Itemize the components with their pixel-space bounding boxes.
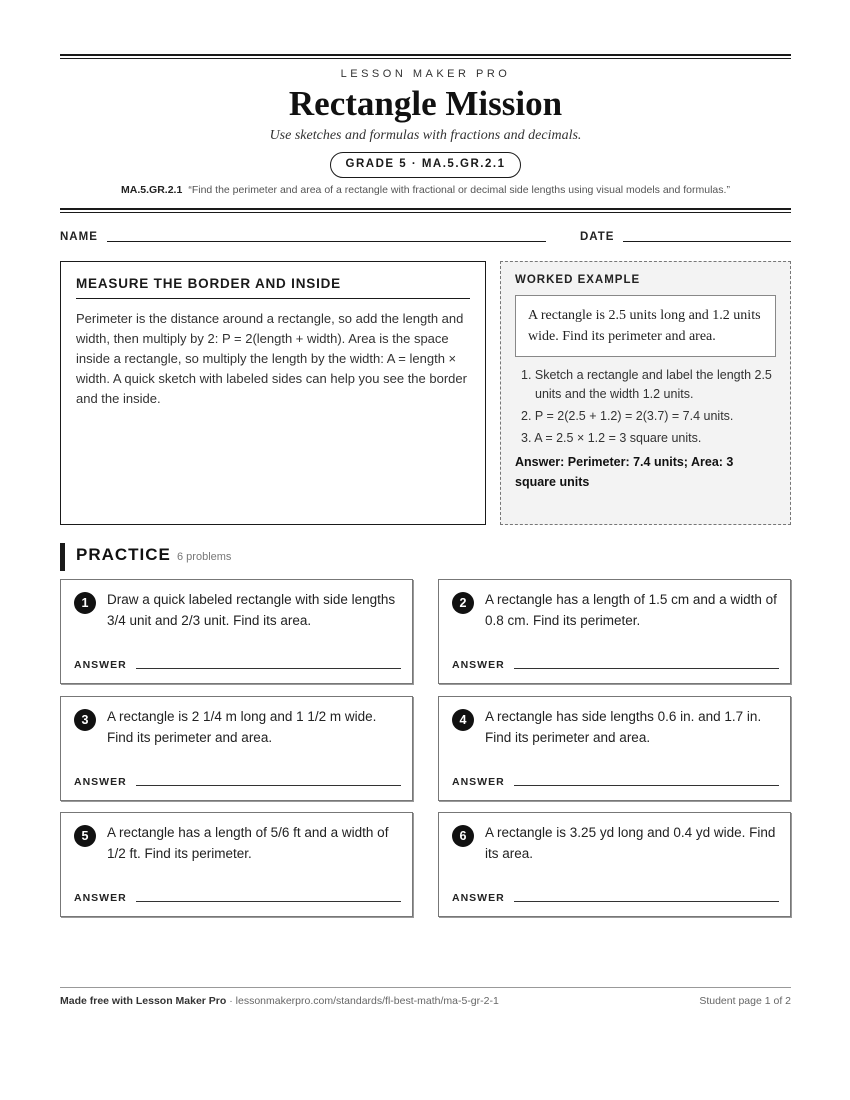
concept-box [60,261,486,525]
problem-text: A rectangle has side lengths 0.6 in. and 1.7 in. Find its perimeter and area. [485,709,762,745]
worksheet-subtitle: Use sketches and formulas with fractions and decimals. [269,128,582,143]
worked-example-box [500,261,791,525]
answer-label: ANSWER [452,892,505,904]
answer-label: ANSWER [74,776,127,788]
grade-badge: GRADE 5 · MA.5.GR.2.1 [330,152,521,178]
worked-example-problem: A rectangle is 2.5 units long and 1.2 units wide. Find its perimeter and area. [515,295,776,357]
concept-body: Perimeter is the distance around a rectangle, so add the length and width, then multiply by 2: P = 2(length + width). Area is the space inside a rectangle, so multiply the length by the width: A = length × width. A quick sketch with labeled sides can help you see the border and the inside. [76,311,467,406]
answer-label: ANSWER [452,776,505,788]
problem-text: A rectangle has a length of 5/6 ft and a width of 1/2 ft. Find its perimeter. [107,825,389,861]
problem-card-6 [438,812,791,917]
date-field[interactable] [623,241,791,242]
answer-field[interactable] [136,668,401,669]
problem-text: A rectangle has a length of 1.5 cm and a width of 0.8 cm. Find its perimeter. [485,592,777,628]
standard-code: MA.5.GR.2.1 [121,184,183,196]
footer-credit [60,995,499,1007]
standard-description [60,184,791,196]
footer-page-number: Student page 1 of 2 [699,995,791,1007]
standard-text: “Find the perimeter and area of a rectangle with fractional or decimal side lengths using visual models and formulas.” [188,184,730,196]
worked-example-steps [515,366,776,448]
problem-number: 5 [74,825,96,847]
problem-text: Draw a quick labeled rectangle with side lengths 3/4 unit and 2/3 unit. Find its area. [107,592,396,628]
answer-field[interactable] [514,785,779,786]
footer-made-with: Made free with Lesson Maker Pro [60,995,227,1007]
worksheet-title: Rectangle Mission [288,84,563,123]
problem-card-4 [438,696,791,801]
answer-field[interactable] [136,901,401,902]
problem-number: 3 [74,709,96,731]
problem-card-5 [60,812,413,917]
name-field[interactable] [107,241,546,242]
problem-number: 1 [74,592,96,614]
problem-card-3 [60,696,413,801]
footer-rule [60,987,791,988]
problem-number: 2 [452,592,474,614]
answer-label: ANSWER [452,659,505,671]
date-label: DATE [580,231,615,243]
problem-text: A rectangle is 3.25 yd long and 0.4 yd wide. Find its area. [485,825,776,861]
worked-example-step: 3. A = 2.5 × 1.2 = 3 square units. [521,431,702,445]
answer-field[interactable] [514,901,779,902]
answer-field[interactable] [136,785,401,786]
problem-number: 6 [452,825,474,847]
problem-card-2 [438,579,791,684]
brand-name: LESSON MAKER PRO [340,68,511,80]
answer-label: ANSWER [74,892,127,904]
answer-field[interactable] [514,668,779,669]
answer-label: ANSWER [74,659,127,671]
worked-example-answer: Answer: Perimeter: 7.4 units; Area: 3 square units [515,455,734,489]
name-label: NAME [60,231,98,243]
footer-url[interactable]: · lessonmakerpro.com/standards/fl-best-math/ma-5-gr-2-1 [226,995,499,1007]
problem-card-1 [60,579,413,684]
practice-heading: PRACTICE [76,545,171,564]
worked-example-step: 2. P = 2(2.5 + 1.2) = 2(3.7) = 7.4 units. [521,409,734,423]
worked-example-title: WORKED EXAMPLE [515,274,641,286]
problem-text: A rectangle is 2 1/4 m long and 1 1/2 m wide. Find its perimeter and area. [107,709,377,745]
practice-accent-bar [60,543,65,571]
header-top-rule [60,54,791,59]
header-bottom-rule [60,208,791,213]
practice-count: 6 problems [177,551,232,563]
problem-number: 4 [452,709,474,731]
concept-title: MEASURE THE BORDER AND INSIDE [76,276,470,299]
worked-example-step: 1. Sketch a rectangle and label the length 2.5 units and the width 1.2 units. [521,368,772,401]
worksheet-page [60,54,791,1054]
